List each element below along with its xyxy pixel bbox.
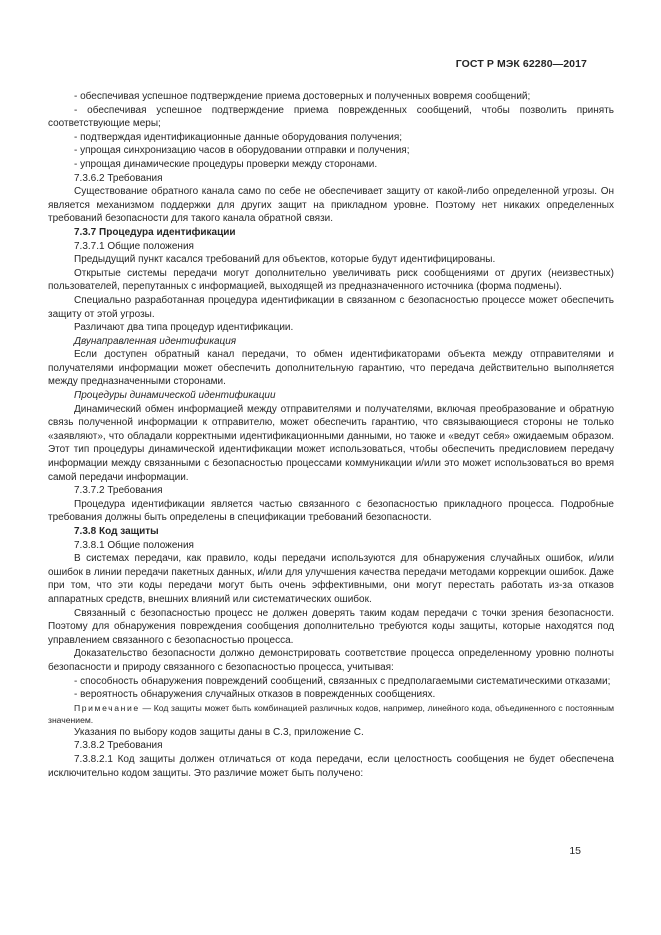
subheading: Процедуры динамической идентификации (74, 390, 276, 402)
list-item: - подтверждая идентификационные данные оборудования получения; (74, 131, 403, 143)
paragraph: Если доступен обратный канал передачи, то обмен идентификаторами объекта между отправителями и получателями информации может обеспечить дополнительную гарантию, что передача действительно выполняется между предназначенными сторонами. (48, 349, 614, 388)
subheading: Двунаправленная идентификация (74, 335, 237, 347)
document-header: ГОСТ Р МЭК 62280—2017 (455, 58, 587, 70)
section-heading: 7.3.7 Процедура идентификации (74, 226, 236, 238)
list-item: - способность обнаружения повреждений сообщений, связанных с предполагаемыми систематическими отказами; (74, 675, 611, 687)
section-heading: 7.3.8.1 Общие положения (74, 539, 194, 551)
paragraph: Предыдущий пункт касался требований для объектов, которые будут идентифицированы. (74, 254, 496, 266)
paragraph: Процедура идентификации является частью связанного с безопасностью прикладного процесса. Подробные требования должны быть определены в спецификации требований безопасности. (48, 498, 614, 524)
paragraph: Различают два типа процедур идентификации. (74, 322, 294, 334)
page-number: 15 (569, 845, 581, 857)
list-item: - обеспечивая успешное подтверждение приема поврежденных сообщений, чтобы позволить принять соответствующие меры; (48, 104, 614, 130)
note (48, 702, 614, 726)
paragraph: В системах передачи, как правило, коды передачи используются для обнаружения случайных ошибок, и/или ошибок в линии передачи пакетных данных, и/или для улучшения качества передачи методами коррекции ошибок. Даже при том, что эти коды передачи могут быть очень эффективными, они могут перестать работать из-за отказов аппаратных средств, внешних влияний или систематических ошибок. (48, 553, 614, 605)
paragraph: Специально разработанная процедура идентификации в связанном с безопасностью процессе может обеспечить защиту от этой угрозы. (48, 294, 614, 320)
paragraph: Открытые системы передачи могут дополнительно увеличивать риск сообщениями от других (неизвестных) пользователей, перепутанных с информацией, выходящей из предназначенного источника (форма подмены). (48, 267, 614, 293)
list-item: - обеспечивая успешное подтверждение приема достоверных и полученных вовремя сообщений; (74, 91, 531, 102)
list-item: - вероятность обнаружения случайных отказов в поврежденных сообщениях. (74, 689, 436, 701)
paragraph: Существование обратного канала само по себе не обеспечивает защиту от какой-либо определенной угрозы. Он является механизмом поддержки для других защит на прикладном уровне. Поэтому нет никаких определенных требований безопасности для такого канала обратной связи. (48, 186, 614, 225)
note-text: — Код защиты может быть комбинацией различных кодов, например, линейного кода, объединенного с постоянным значением. (48, 702, 614, 725)
paragraph: Динамический обмен информацией между отправителями и получателями, включая преобразование и обратную связь полученной информации к отправителю, может обеспечить гарантию, что связывающиеся стороны не только «заявляют», что обладали корректными идентификационными данными, но также и «ведут себя» ожидаемым образом. Этот тип процедуры динамической идентификации может использоваться, чтобы обеспечить предисловием передачу информации между связанными с безопасностью процессами коммуникации и/или это может использоваться во время самой передачи информации. (48, 403, 614, 483)
note-label: Примечание (74, 702, 140, 713)
section-heading: 7.3.8 Код защиты (74, 526, 159, 537)
paragraph: Доказательство безопасности должно демонстрировать соответствие процесса определенному уровню полноты безопасности и природу связанного с безопасностью процесса, учитывая: (48, 648, 614, 673)
list-item: - упрощая динамические процедуры проверки между сторонами. (74, 158, 378, 170)
list-item: - упрощая синхронизацию часов в оборудовании отправки и получения; (74, 145, 410, 157)
paragraph: Указания по выбору кодов защиты даны в С.3, приложение С. (74, 726, 364, 738)
paragraph: Связанный с безопасностью процесс не должен доверять таким кодам передачи с точки зрения безопасности. Поэтому для обнаружения повреждения сообщения дополнительно требуются коды защиты, которые находятся под управлением связанного с безопасностью процесса. (48, 607, 614, 646)
section-heading: 7.3.7.2 Требования (74, 485, 163, 497)
section-heading: 7.3.8.2 Требования (74, 740, 163, 752)
paragraph: 7.3.8.2.1 Код защиты должен отличаться от кода передачи, если целостность сообщения не будет обеспечена исключительно кодом защиты. Это различие может быть получено: (48, 753, 614, 779)
section-heading: 7.3.7.1 Общие положения (74, 240, 194, 252)
section-heading: 7.3.6.2 Требования (74, 172, 163, 184)
document-body (48, 90, 614, 780)
